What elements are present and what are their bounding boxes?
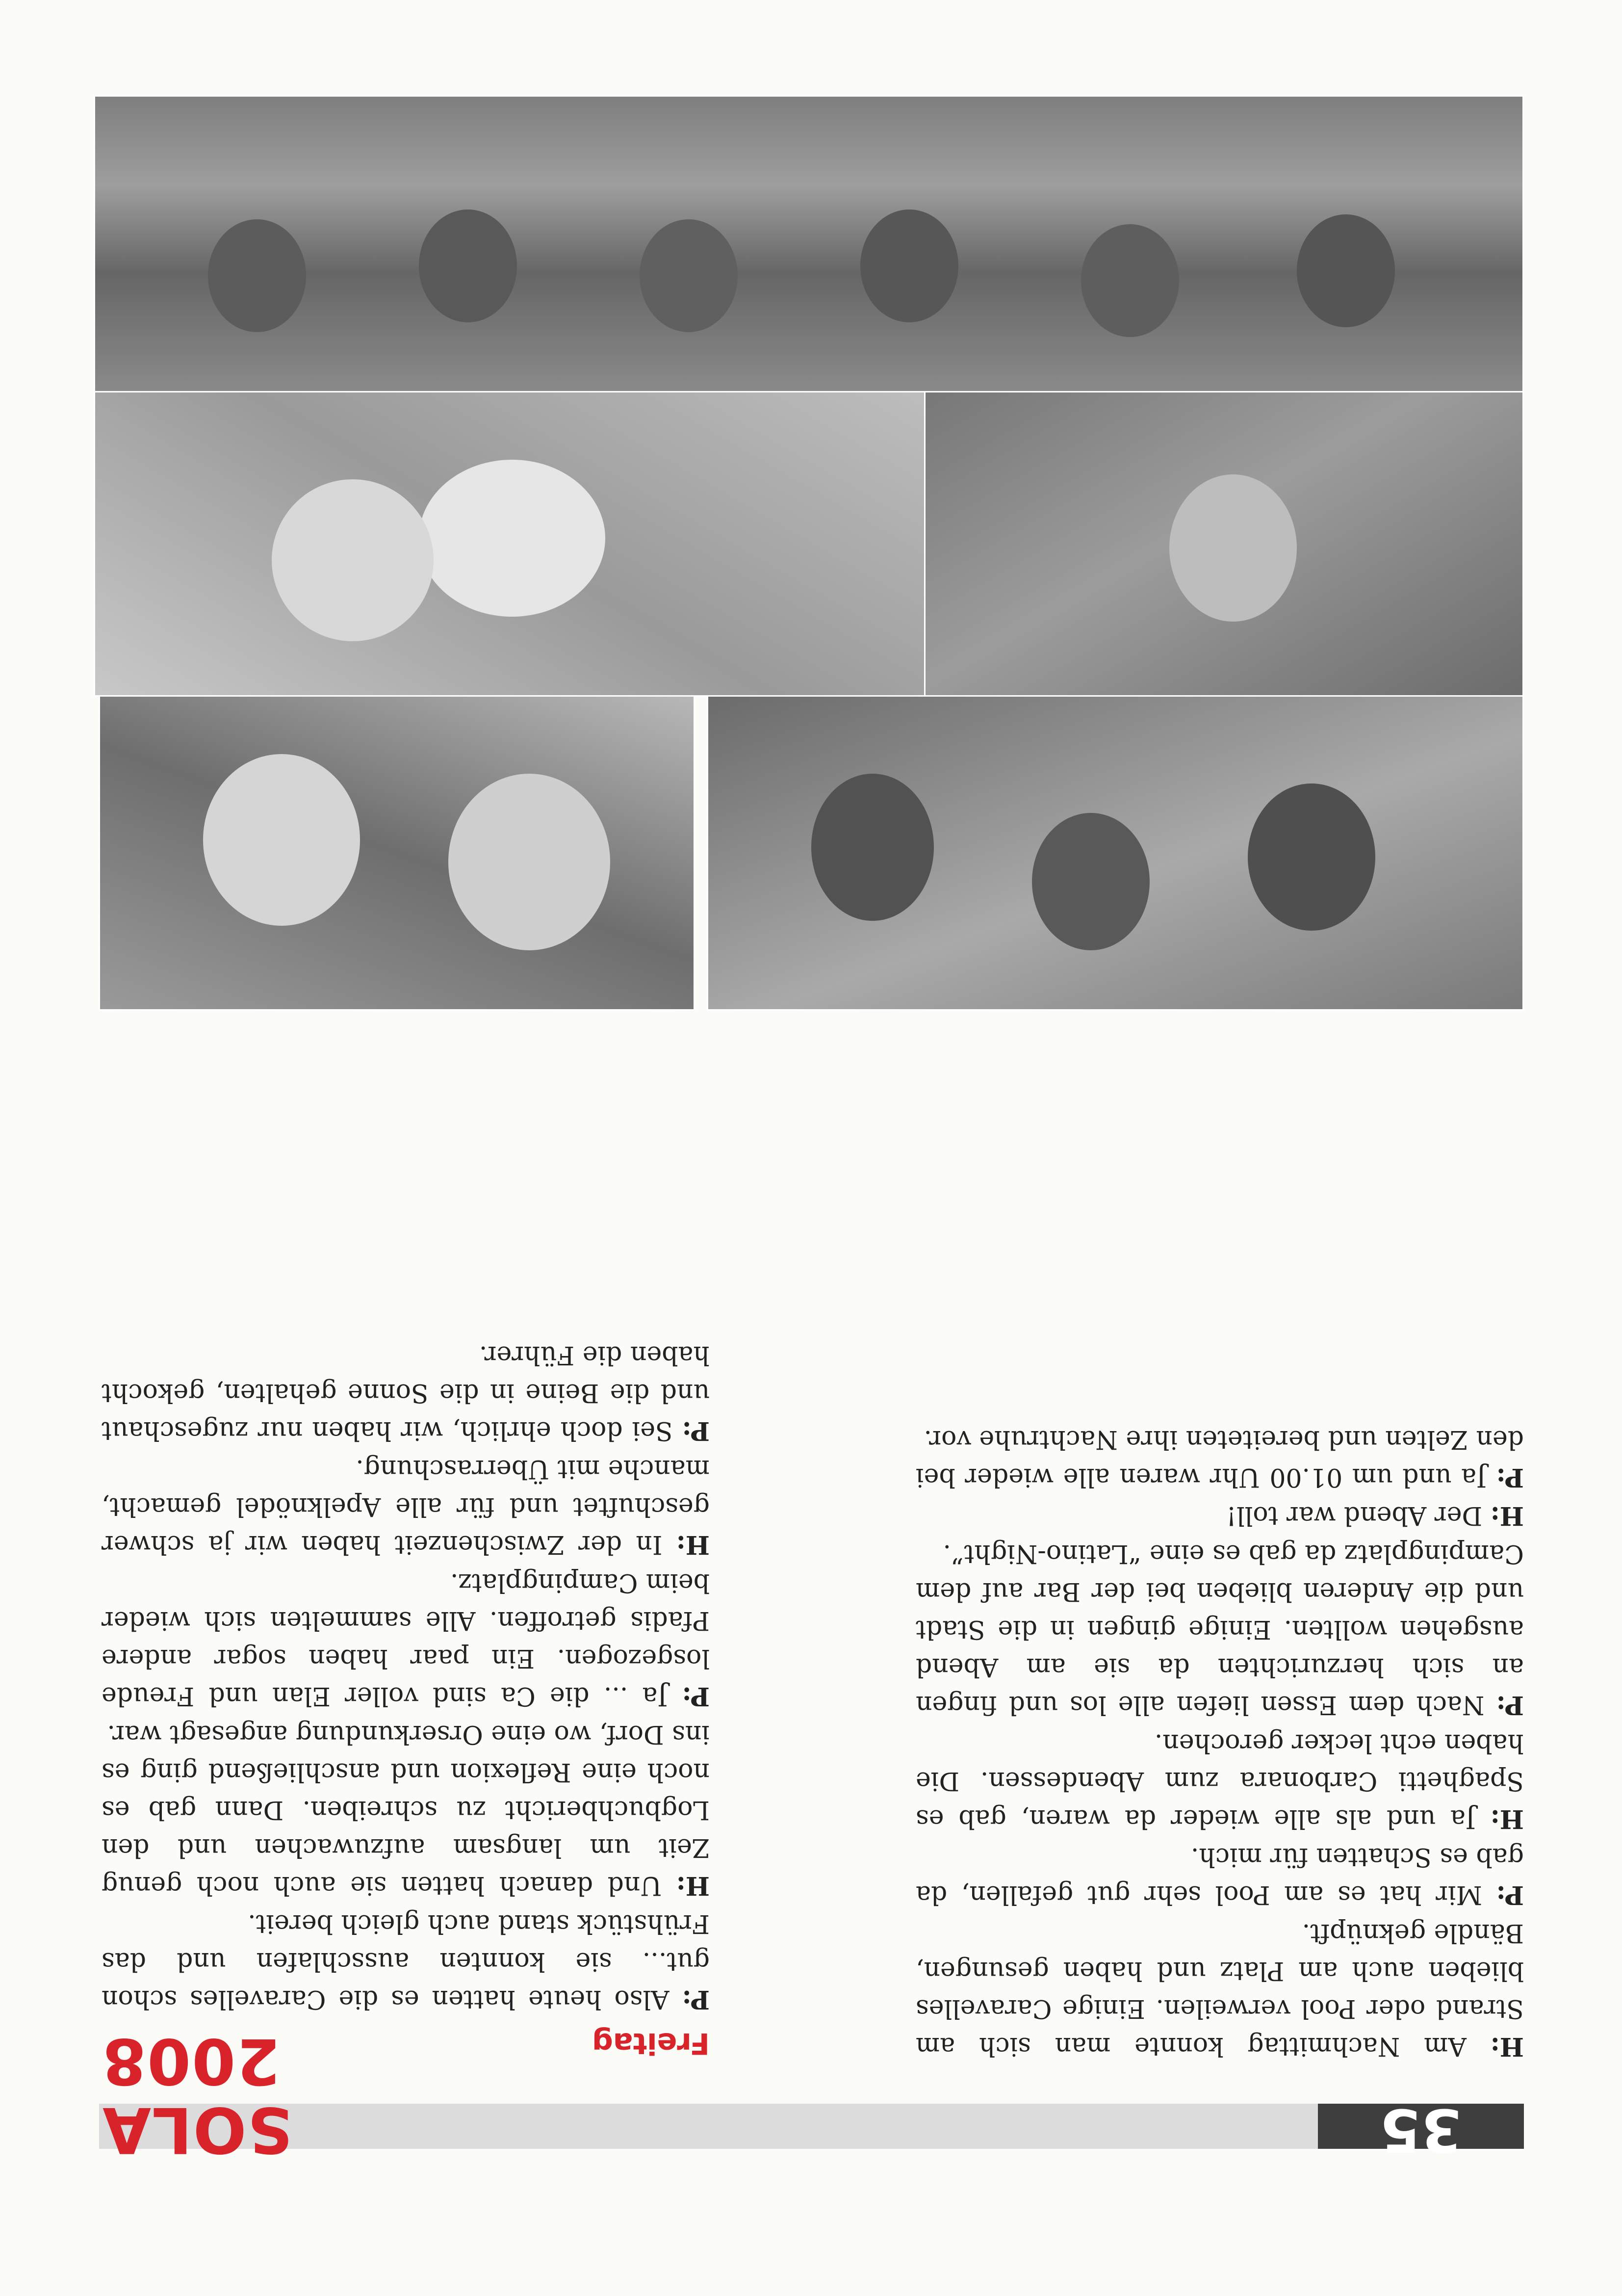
- photo-shape: [1169, 474, 1297, 622]
- paragraph: [102, 1715, 710, 1905]
- speaker-label: P:: [682, 1984, 710, 2014]
- paragraph-text: Am Nachmittag konnte man sich am Strand oder Pool verweilen. Einige Caravelles blieben auch am Platz und haben gesungen, Bändle geknüpft.: [915, 1918, 1524, 2061]
- speaker-label: P:: [682, 1416, 710, 1446]
- section-heading: Freitag: [592, 2026, 710, 2061]
- paragraph: [102, 1336, 710, 1450]
- speaker-label: P:: [1496, 1690, 1524, 1720]
- photo-shape: [419, 460, 605, 617]
- paragraph-text: In der Zwischenzeit haben wir ja schwer geschuftet und für alle Apelknödel gemacht, manche mit Überraschung.: [101, 1454, 710, 1559]
- paragraph: [102, 1905, 710, 2018]
- photo-girl-bench: [923, 390, 1524, 697]
- paragraph-text: Und danach hatten sie auch noch genug Zeit um langsam aufzuwachen und den Logbuchbericht zu schreiben. Dann gab es noch eine Reflexion und anschließend ging es ins Dorf, wo eine Orserkundung angesagt war.: [101, 1720, 710, 1900]
- paragraph-text: Sei doch ehrlich, wir haben nur zugeschaut und die Beine in die Sonne gehalten, gekocht haben die Führer.: [101, 1340, 710, 1445]
- paragraph-text: Ja und um 01.00 Uhr waren alle wieder bei den Zelten und bereiteten ihre Nachtruhe vor.: [916, 1425, 1524, 1492]
- photo-shape: [1032, 813, 1150, 950]
- paragraph-text: Mir hat es am Pool sehr gut gefallen, da gab es Schatten für mich.: [915, 1842, 1524, 1909]
- paragraph-text: Also heute hatten es die Caravelles schon gut... sie konnten ausschlafen und das Frühstück stand auch gleich bereit.: [101, 1909, 710, 2014]
- paragraph: [916, 1838, 1524, 1914]
- photo-campsite-group: [707, 694, 1524, 1011]
- photo-shape: [272, 479, 434, 641]
- photo-shape: [1297, 214, 1395, 327]
- speaker-label: P:: [682, 1681, 710, 1711]
- text-column-right: [102, 1336, 710, 2065]
- paragraph: [916, 1420, 1524, 1496]
- photo-shape: [448, 774, 610, 950]
- photo-shape: [203, 754, 360, 926]
- paragraph: [102, 1564, 710, 1715]
- page-title: SOLA 2008: [102, 2024, 293, 2166]
- photo-large-group: [94, 95, 1524, 392]
- photo-shape: [860, 209, 958, 322]
- speaker-label: H:: [676, 1871, 710, 1901]
- paragraph: [102, 1450, 710, 1564]
- photo-shape: [1248, 783, 1375, 931]
- paragraph-text: Der Abend war toll!: [1226, 1501, 1483, 1530]
- photo-shape: [208, 219, 306, 332]
- paragraph-text: Nach dem Essen liefen alle los und fingen an sich herzurichten da sie am Abend ausgehen wollten. Einige gingen in die Stadt und die Anderen blieben bei der Bar auf dem Campingplatz da gab es eine “Latino-Night”.: [915, 1539, 1524, 1720]
- paragraph: [916, 1535, 1524, 1724]
- speaker-label: H:: [1490, 1501, 1524, 1531]
- paragraph-text: Ja und als alle wieder da waren, gab es Spaghetti Carbonara zum Abendessen. Die haben echt lecker gerochen.: [916, 1728, 1524, 1833]
- photo-sleeping-girl-teddy: [94, 390, 926, 697]
- speaker-label: P:: [1496, 1462, 1524, 1492]
- paragraph-text: Ja ... die Ca sind voller Elan und Freude losgezogen. Ein paar haben sogar andere Pfadis getroffen. Alle sammelten sich wieder beim Campingplatz.: [102, 1568, 710, 1711]
- speaker-label: H:: [676, 1530, 710, 1560]
- photo-shape: [1081, 224, 1179, 337]
- speaker-label: H:: [1490, 1804, 1524, 1834]
- photo-shape: [811, 774, 934, 921]
- text-column-left: [916, 1420, 1524, 2065]
- paragraph: [916, 1914, 1524, 2065]
- speaker-label: H:: [1490, 2032, 1524, 2061]
- photo-two-girls-portrait: [99, 694, 695, 1011]
- paragraph: [916, 1496, 1524, 1535]
- paragraph: [916, 1724, 1524, 1838]
- page-number: 35: [1380, 2095, 1462, 2164]
- photo-shape: [419, 209, 517, 322]
- photo-shape: [640, 219, 738, 332]
- speaker-label: P:: [1496, 1880, 1524, 1910]
